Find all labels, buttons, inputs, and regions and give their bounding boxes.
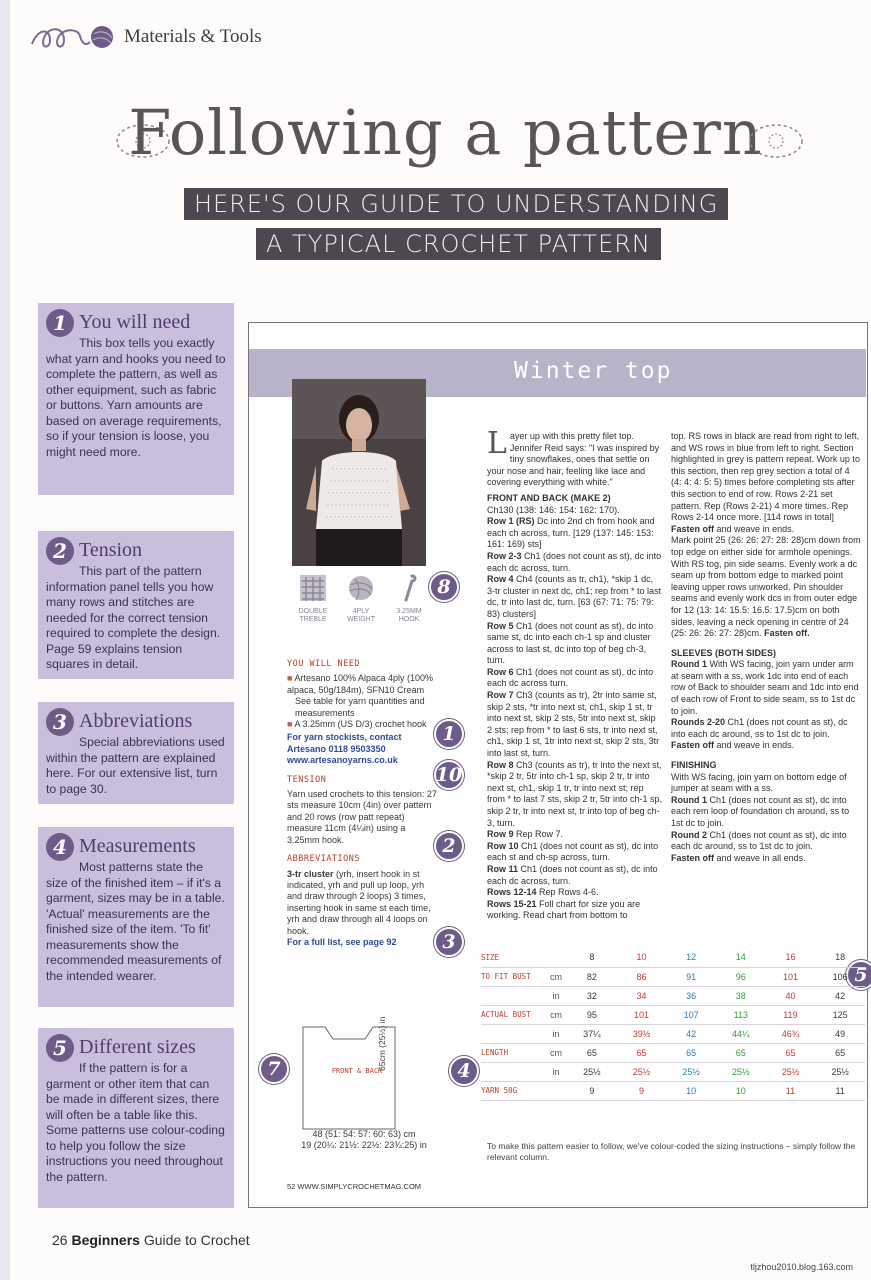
row-text: Dc into 2nd ch from hook and each ch across, turn. [129 (137: 145: 153: 161: 169) sts] (487, 516, 655, 550)
schematic-label: FRONT & BACK (331, 1067, 383, 1075)
subtitle-line-2: A TYPICAL CROCHET PATTERN (256, 228, 661, 260)
fasten-off-1: Fasten off and weave in ends. (671, 523, 795, 534)
page-title: Following a pattern (128, 96, 763, 169)
instructions-column-1 (487, 426, 663, 922)
model-illustration (292, 379, 426, 566)
callout-badge-10: 10 (434, 760, 464, 790)
finishing-round-2: Round 2 Ch1 (does not count as st), dc into each dc around, ss to 1st dc to join. (671, 829, 847, 852)
swirl-yarn-icon (28, 20, 118, 54)
size-cell: 11 (766, 1081, 816, 1100)
size-cell: 38 (716, 986, 766, 1005)
unit-label (545, 948, 567, 967)
assembly-instructions: Mark point 25 (26: 26: 27: 28: 28)cm down from top edge on either side for armhole openings. With RS tog, pin side seams. Evenly work a dc seam up from bottom edge to marked point leaving upper rows unworked. Pin shoulder seams and evenly work dcs in from outer edge for 12 (13: 14: 15.5: 16.5: 17.5)cm on both sides, leaving a neck opening in centre of 24 (25: 26: 26: 27: 28)cm. Fasten off. (671, 535, 861, 639)
size-table-row (481, 1081, 865, 1100)
chart-instructions: top. RS rows in black are read from right to left, and WS rows in blue from left to right. Section highlighted in grey is pattern repeat. Work up to this section, then rep grey section a total of 4 (4: 4: 4: 5: 5) times before completing sts after this section to end of row. Rows 2-21 set pattern. Rep (Rows 2-21) 4 more times. Rep Rows 2-14 once more. [114 rows in total] (671, 431, 860, 523)
card-abbreviations (38, 702, 234, 804)
yarn-note: See table for yarn quantities and measurements (295, 696, 425, 718)
card-different-sizes (38, 1028, 234, 1208)
icon-label-2: TREBLE (299, 616, 327, 623)
row-instruction (487, 574, 663, 620)
size-table-row (481, 1043, 865, 1062)
front-back-heading: FRONT AND BACK (MAKE 2) (487, 492, 611, 503)
card-tension (38, 531, 234, 679)
finishing-heading: FINISHING (671, 760, 717, 771)
row-label: SIZE (481, 948, 545, 967)
row-label: Rows 15-21 (487, 898, 537, 909)
card-you-will-need (38, 303, 234, 495)
unit-label (545, 1081, 567, 1100)
size-cell: 10 (716, 1081, 766, 1100)
tension-heading: TENSION (287, 774, 327, 785)
size-table-row (481, 967, 865, 986)
treble-swatch-icon (298, 573, 328, 603)
size-cell: 25½ (617, 1062, 667, 1081)
row-text: Ch3 (counts as tr), tr into the next st, *skip 2 tr, 5tr into ch-1 sp, skip 2 tr, tr into next st, ch1, skip 1 tr, tr into next st; rep from * to last 7 sts, skip 2 tr, 5tr into ch-1 sp, skip 2 tr, tr into next st, tr into top of beg ch-3, turn. (487, 759, 663, 828)
size-cell: 42 (666, 1024, 716, 1043)
row-label: Row 11 (487, 863, 519, 874)
unit-label: cm (545, 1005, 567, 1024)
size-cell: 107 (666, 1005, 716, 1024)
pattern-title: Winter top (514, 358, 673, 384)
icon-label-1: 4PLY (352, 608, 370, 615)
size-table-row (481, 948, 865, 967)
sleeves-round-1: Round 1 With WS facing, join yarn under arm at seam with a ss, work 1dc into end of each row of Back to shoulder seam and 1dc into end of each row of Front to side seam, ss to 1st dc to join. (671, 659, 859, 716)
row-text: Ch1 (does not count as st), dc into each st and ch-sp across, turn. (487, 840, 659, 863)
row-label: Row 1 (RS) (487, 516, 535, 527)
size-cell: 40 (766, 986, 816, 1005)
row-text: Rep Rows 4-6. (536, 887, 599, 898)
abbreviations-heading: ABBREVIATIONS (287, 854, 361, 865)
card-heading: You will need (79, 311, 191, 333)
yarn-ball-icon (346, 573, 376, 603)
row-label: Rows 12-14 (487, 887, 537, 898)
pattern-info-column (287, 655, 437, 948)
row-instruction (487, 829, 663, 841)
size-cell: 91 (666, 967, 716, 986)
size-cell: 10 (666, 1081, 716, 1100)
size-cell: 25½ (716, 1062, 766, 1081)
card-body: Most patterns state the size of the finished item – if it's a garment, sizes may be in a table. 'Actual' measurements are the finished size of the item. 'To fit' measurements show the recommended measurements of the intended wearer. (46, 860, 225, 983)
row-label: TO FIT BUST (481, 967, 545, 986)
size-cell: 10 (617, 948, 667, 967)
size-cell: 9 (567, 1081, 617, 1100)
size-table (481, 948, 865, 1101)
finishing-round-1: Round 1 Ch1 (does not count as st), dc into each rem loop of foundation ch around, ss to 1st dc to join. (671, 794, 850, 828)
size-cell: 49 (815, 1024, 865, 1043)
row-instruction (487, 899, 663, 922)
row-label: Row 6 (487, 666, 514, 677)
unit-label: in (545, 986, 567, 1005)
row-text: Ch1 (does not count as st), dc into each dc across, turn. (487, 863, 658, 886)
callout-badge-2: 2 (434, 831, 464, 861)
panel-footer: 52 WWW.SIMPLYCROCHETMAG.COM (287, 1182, 422, 1191)
size-cell: 25½ (815, 1062, 865, 1081)
size-table-row (481, 1024, 865, 1043)
row-text: Ch1 (does not count as st), dc into same st, dc into each ch-1 sp and cluster across to last st, dc into top of beg ch-3, turn. (487, 620, 654, 666)
row-text: Ch1 (does not count as st), dc into each dc across turn. (487, 666, 654, 689)
icon-label-1: DOUBLE (298, 608, 328, 615)
full-list-link[interactable]: For a full list, see page 92 (287, 936, 397, 947)
card-heading: Measurements (79, 835, 196, 857)
row-text: Ch4 (counts as tr, ch1), *skip 1 dc, 3-tr cluster in next dc, ch1; rep from * to last dc, tr into last dc, turn. [63 (67: 71: 75: 79: 83) clusters] (487, 574, 662, 619)
card-body: This box tells you exactly what yarn and hooks you need to complete the pattern, as well as other equipment, such as fabric or buttons. Yarn amounts are based on average requirements, so if your tension is loose, you might need more. (46, 336, 226, 459)
row-instruction (487, 887, 663, 899)
size-cell: 65 (666, 1043, 716, 1062)
size-cell: 14 (716, 948, 766, 967)
callout-badge-1: 1 (434, 719, 464, 749)
unit-label: in (545, 1024, 567, 1043)
size-cell: 37¼ (567, 1024, 617, 1043)
size-cell: 65 (766, 1043, 816, 1062)
skill-icons (292, 573, 430, 624)
icon-label-2: HOOK (398, 616, 420, 623)
finishing-intro: With WS facing, join yarn on bottom edge of jumper at seam with a ss. (671, 771, 847, 794)
row-label: Row 8 (487, 759, 514, 770)
row-instruction (487, 760, 663, 830)
icon-label-2: WEIGHT (347, 616, 375, 623)
row-label (481, 1024, 545, 1043)
bullet-icon: ■ (287, 719, 295, 730)
hook-icon (394, 573, 424, 603)
card-body: This part of the pattern information panel tells you how many rows and stitches are needed for the correct tension required to complete the design. Page 59 explains tension squares in detail. (46, 564, 221, 671)
row-label: Row 7 (487, 690, 514, 701)
hook-item: ■ A 3.25mm (US D/3) crochet hook (287, 719, 427, 730)
card-heading: Different sizes (79, 1036, 196, 1058)
size-cell: 96 (716, 967, 766, 986)
size-cell: 12 (666, 948, 716, 967)
row-instructions (487, 516, 663, 922)
schematic-width (289, 1129, 439, 1151)
size-cell: 113 (716, 1005, 766, 1024)
page-footer (52, 1232, 250, 1248)
card-number: 4 (46, 833, 74, 861)
row-instruction (487, 621, 663, 667)
table-note: To make this pattern easier to follow, we've colour-coded the sizing instructions – simply follow the relevant column. (487, 1141, 856, 1162)
chain-instruction: Ch130 (138: 146: 154: 162: 170). (487, 504, 620, 515)
row-text: Ch1 (does not count as st), dc into each dc across, turn. (487, 550, 662, 573)
size-cell: 65 (716, 1043, 766, 1062)
size-cell: 46¾ (766, 1024, 816, 1043)
callout-badge-3: 3 (434, 927, 464, 957)
size-cell: 39½ (617, 1024, 667, 1043)
size-table-row (481, 1062, 865, 1081)
icon-hook-size (388, 573, 430, 624)
callout-badge-7: 7 (259, 1054, 289, 1084)
section-header (28, 20, 262, 54)
instructions-column-2 (671, 431, 861, 864)
size-cell: 82 (567, 967, 617, 986)
size-cell: 11 (815, 1081, 865, 1100)
yarn-item: ■ Artesano 100% Alpaca 4ply (100% alpaca, 50g/184m), SFN10 Cream (287, 673, 434, 695)
size-cell: 32 (567, 986, 617, 1005)
size-cell: 42 (815, 986, 865, 1005)
schematic-length: 65cm (25½) in (377, 1016, 387, 1071)
card-heading: Abbreviations (79, 710, 193, 732)
row-label: Row 4 (487, 574, 514, 585)
row-label (481, 1062, 545, 1081)
drop-cap: L (487, 426, 507, 461)
size-cell: 119 (766, 1005, 816, 1024)
card-body: If the pattern is for a garment or other item that can be made in different sizes, there will often be a table like this. Some patterns use colour-coding to help you follow the size instructions you need throughout the pattern. (46, 1061, 225, 1184)
size-cell: 95 (567, 1005, 617, 1024)
section-label: Materials & Tools (124, 26, 262, 47)
row-label: Row 5 (487, 620, 514, 631)
row-instruction (487, 690, 663, 760)
size-cell: 44¼ (716, 1024, 766, 1043)
watermark: tljzhou2010.blog.163.com (750, 1262, 853, 1272)
size-cell: 16 (766, 948, 816, 967)
icon-4ply-weight (340, 573, 382, 624)
size-cell: 101 (617, 1005, 667, 1024)
row-label: YARN 50G (481, 1081, 545, 1100)
row-label: LENGTH (481, 1043, 545, 1062)
card-measurements (38, 827, 234, 1007)
size-cell: 125 (815, 1005, 865, 1024)
callout-badge-8: 8 (429, 572, 459, 602)
size-cell: 25½ (766, 1062, 816, 1081)
size-cell: 65 (567, 1043, 617, 1062)
icon-label-1: 3.25MM (396, 608, 422, 615)
row-instruction (487, 667, 663, 690)
model-photo (292, 379, 426, 566)
card-number: 1 (46, 309, 74, 337)
width-in: 19 (20¼: 21½: 22½: 23¾:25) in (301, 1140, 427, 1150)
size-cell: 25½ (567, 1062, 617, 1081)
size-table-row (481, 986, 865, 1005)
card-body: Special abbreviations used within the pattern are explained here. For our extensive list, turn to page 30. (46, 735, 225, 796)
pattern-panel (248, 322, 868, 1208)
size-cell: 25½ (666, 1062, 716, 1081)
row-label: Row 10 (487, 840, 519, 851)
magazine-title-rest: Guide to Crochet (143, 1232, 250, 1248)
row-text: Foll chart for size you are working. Read chart from bottom to (487, 898, 641, 921)
stockists-link[interactable]: For yarn stockists, contact Artesano 0118 9503350 www.artesanoyarns.co.uk (287, 732, 402, 766)
row-instruction (487, 864, 663, 887)
card-number: 3 (46, 708, 74, 736)
row-label: ACTUAL BUST (481, 1005, 545, 1024)
size-cell: 101 (766, 967, 816, 986)
callout-badge-4: 4 (449, 1056, 479, 1086)
row-instruction (487, 516, 663, 551)
row-text: Rep Row 7. (513, 829, 564, 840)
tension-body: Yarn used crochets to this tension: 27 sts measure 10cm (4in) over pattern and 20 rows (row patt repeat) measure 11cm (4¼in) using a 3.25mm hook. (287, 789, 437, 845)
size-cell: 65 (617, 1043, 667, 1062)
width-cm: 48 (51: 54: 57: 60: 63) cm (312, 1129, 416, 1139)
callout-badge-5: 5 (846, 960, 871, 990)
row-label (481, 986, 545, 1005)
page-number: 26 (52, 1232, 68, 1248)
row-label: Row 2-3 (487, 550, 522, 561)
size-cell: 9 (617, 1081, 667, 1100)
card-number: 2 (46, 537, 74, 565)
stitch-oval-right-icon (745, 118, 807, 164)
row-instruction (487, 551, 663, 574)
size-table-row (481, 1005, 865, 1024)
subtitle-line-1: HERE'S OUR GUIDE TO UNDERSTANDING (184, 188, 728, 220)
unit-label: cm (545, 1043, 567, 1062)
you-will-need-heading: YOU WILL NEED (287, 659, 361, 669)
icon-double-treble (292, 573, 334, 624)
abbreviation-entry: 3-tr cluster (yrh, insert hook in st indicated, yrh and pull up loop, yrh and draw through 2 loops) 3 times, inserting hook in same st each time, yrh and draw through all 4 loops on hook. (287, 868, 431, 936)
size-cell: 36 (666, 986, 716, 1005)
sleeves-heading: SLEEVES (BOTH SIDES) (671, 647, 777, 658)
finishing-fasten-off: Fasten off and weave in all ends. (671, 852, 806, 863)
row-text: Ch3 (counts as tr), 2tr into same st, skip 2 sts, *tr into next st, ch1, skip 1 st, tr into next st, skip 2 sts, 5tr into next st, skip 2 sts; rep from * to last 6 sts, tr into next st, ch1, skip 1 st, 1tr into next st, skip 2 sts, 3tr into last st, turn. (487, 690, 660, 759)
card-number: 5 (46, 1034, 74, 1062)
row-instruction (487, 841, 663, 864)
size-cell: 86 (617, 967, 667, 986)
unit-label: cm (545, 967, 567, 986)
card-heading: Tension (79, 539, 143, 561)
size-cell: 18 (815, 948, 865, 967)
size-cell: 8 (567, 948, 617, 967)
size-cell: 65 (815, 1043, 865, 1062)
bullet-icon: ■ (287, 673, 295, 684)
sleeves-rounds-2-20: Rounds 2-20 Ch1 (does not count as st), dc into each dc around, ss to 1st dc to join. Fasten off and weave in ends. (671, 717, 848, 751)
row-label: Row 9 (487, 829, 514, 840)
size-cell: 34 (617, 986, 667, 1005)
magazine-brand: Beginners (71, 1232, 140, 1248)
size-cell: 106 (815, 967, 865, 986)
intro-paragraph: Layer up with this pretty filet top. Jennifer Reid says: "I was inspired by tiny snowflakes, ones that settle on your nose and hair, feeling like lace and covering everything with white." (487, 426, 660, 488)
unit-label: in (545, 1062, 567, 1081)
